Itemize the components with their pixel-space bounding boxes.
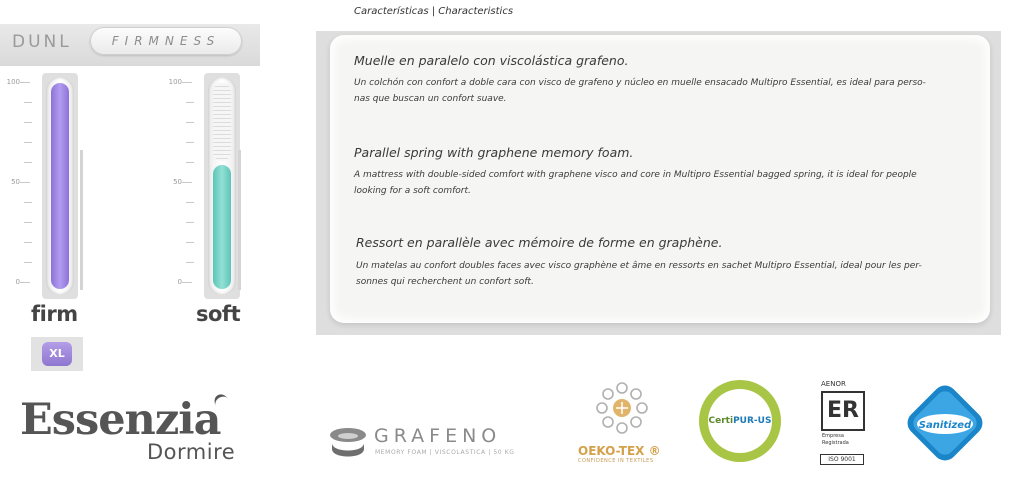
firmness-header	[0, 24, 260, 66]
characteristics-panel	[316, 31, 1001, 335]
section-heading-en: Parallel spring with graphene memory foam.	[354, 145, 634, 160]
firm-level-fill	[51, 83, 69, 289]
sanitized-label: Sanitized	[918, 420, 972, 431]
grafeno-logo-sub: MEMORY FOAM | VISCOLASTICA | 50 KG	[375, 449, 515, 456]
soft-scale	[170, 78, 200, 288]
certipur-label: CertiPUR-US	[708, 389, 772, 453]
size-badge	[31, 337, 83, 371]
firm-label: firm	[31, 302, 78, 326]
oeko-tex-sub: CONFIDENCE IN TEXTILES	[578, 458, 654, 464]
certipur-badge	[699, 380, 781, 462]
scale-label-100: 100	[168, 78, 182, 86]
aenor-registered: Empresa Registrada	[822, 433, 849, 446]
soft-level-fill	[213, 165, 231, 289]
grafeno-logo-icon	[328, 421, 368, 461]
oeko-tex-label: OEKO-TEX ®	[578, 444, 661, 458]
sanitized-badge	[900, 378, 990, 468]
section-heading-es: Muelle en paralelo con viscolástica grafeno.	[354, 53, 629, 68]
grafeno-logo-text: GRAFENO	[374, 425, 502, 447]
brand-name: DUNL	[12, 32, 72, 52]
scale-label-50: 50	[11, 178, 20, 186]
aenor-badge	[817, 378, 865, 464]
aenor-iso: ISO 9001	[820, 454, 864, 465]
aenor-org: AENOR	[821, 380, 846, 388]
firm-scale	[8, 78, 38, 288]
essenzia-logo: Essenzia	[20, 395, 221, 445]
scale-label-50: 50	[173, 178, 182, 186]
size-badge-label: XL	[42, 342, 72, 366]
scale-tick	[20, 82, 30, 83]
section-heading-fr: Ressort en parallèle avec mémoire de forme en graphène.	[356, 235, 723, 250]
firmness-title: FIRMNESS	[90, 27, 242, 55]
characteristics-title: Características | Characteristics	[354, 6, 514, 17]
section-body-fr: Un matelas au confort doubles faces avec visco graphène et âme en ressorts en sachet Multipro Essential, ideal pour les per- sonnes qui recherchent un confort soft.	[356, 261, 922, 287]
scale-label-100: 100	[6, 78, 20, 86]
section-body-es: Un colchón con confort a doble cara con visco de grafeno y núcleo en muelle ensacado Multipro Essential, es ideal para perso- nas que buscan un confort suave.	[354, 78, 926, 104]
soft-label: soft	[196, 302, 241, 326]
soft-gauge	[204, 73, 240, 299]
scale-label-0: 0	[177, 278, 182, 286]
scale-label-0: 0	[15, 278, 20, 286]
soft-empty-track	[213, 83, 231, 161]
firm-gauge	[42, 73, 78, 299]
section-body-en: A mattress with double-sided comfort with graphene visco and core in Multipro Essential bagged spring, it is ideal for people looking for a soft comfort.	[354, 170, 917, 196]
aenor-mark: ER	[821, 391, 865, 431]
essenzia-logo-sub: Dormire	[147, 440, 236, 464]
oeko-tex-flower-icon	[594, 380, 650, 436]
